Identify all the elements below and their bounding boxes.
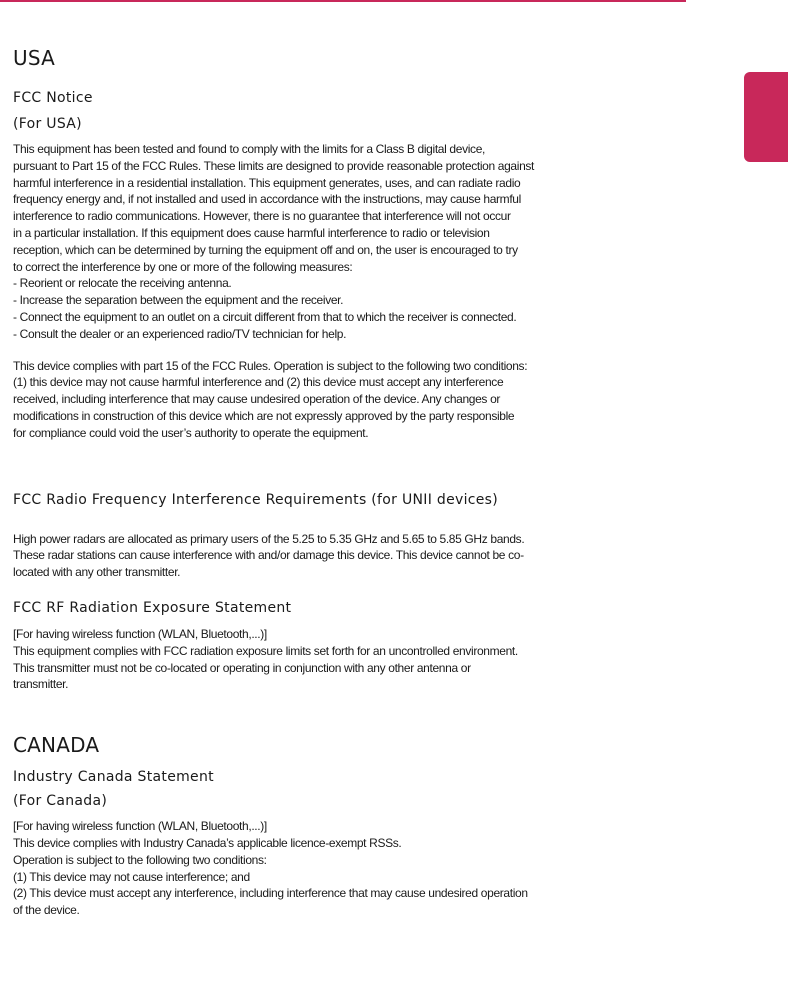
fcc-notice-scope: (For USA) [13,116,82,132]
fcc-rfi-body: High power radars are allocated as primary users of the 5.25 to 5.35 GHz and 5.65 to 5.85 GHz bands. These radar stations can cause interference with and/or damage this device. This device cannot be co- located with any other transmitter. [13,531,525,580]
fcc-rfi-title: FCC Radio Frequency Interference Requirements (for UNII devices) [13,491,499,508]
ic-statement-title: Industry Canada Statement [13,769,214,786]
fcc-notice-paragraph-2: This device complies with part 15 of the FCC Rules. Operation is subject to the following two conditions: (1) this device may not cause harmful interference and (2) this device must accept any interference received, including interference that may cause undesired operation of the device. Any changes or modifications in construction of this device which are not expressly approved by the party responsible for compliance could void the user’s authority to operate the equipment. [13,358,528,440]
top-rule [0,0,686,2]
page-content [13,40,613,919]
canada-heading: CANADA [13,733,100,758]
fcc-rf-exposure-title: FCC RF Radiation Exposure Statement [13,599,292,616]
chapter-tab [744,72,788,162]
ic-statement-body: [For having wireless function (WLAN, Bluetooth,...)] This device complies with Industry Canada’s applicable licence-exempt RSSs. Operation is subject to the following two conditions: (1) This device may not cause interference; and (2) This device must accept any interference, including interference that may cause undesired operation of the device. [13,819,528,918]
fcc-notice-title: FCC Notice [13,90,93,106]
fcc-rf-exposure-body: [For having wireless function (WLAN, Bluetooth,...)] This equipment complies with FCC radiation exposure limits set forth for an uncontrolled environment. This transmitter must not be co-located or operating in conjunction with any other antenna or transmitter. [13,626,518,692]
fcc-notice-paragraph-1: This equipment has been tested and found to comply with the limits for a Class B digital device, pursuant to Part 15 of the FCC Rules. These limits are designed to provide reasonable protection against harmful interference in a residential installation. This equipment generates, uses, and can radiate radio frequency energy and, if not installed and used in accordance with the instructions, may cause harmful interference to radio communications. However, there is no guarantee that interference will not occur in a particular installation. If this equipment does cause harmful interference to radio or television reception, which can be determined by turning the equipment off and on, the user is encouraged to try to correct the interference by one or more of the following measures: - Reorient or relocate the receiving antenna. - Increase the separation between the equipment and the receiver. - Connect the equipment to an outlet on a circuit different from that to which the receiver is connected. - Consult the dealer or an experienced radio/TV technician for help. [13,142,535,341]
usa-heading: USA [13,46,55,70]
ic-statement-scope: (For Canada) [13,793,108,810]
